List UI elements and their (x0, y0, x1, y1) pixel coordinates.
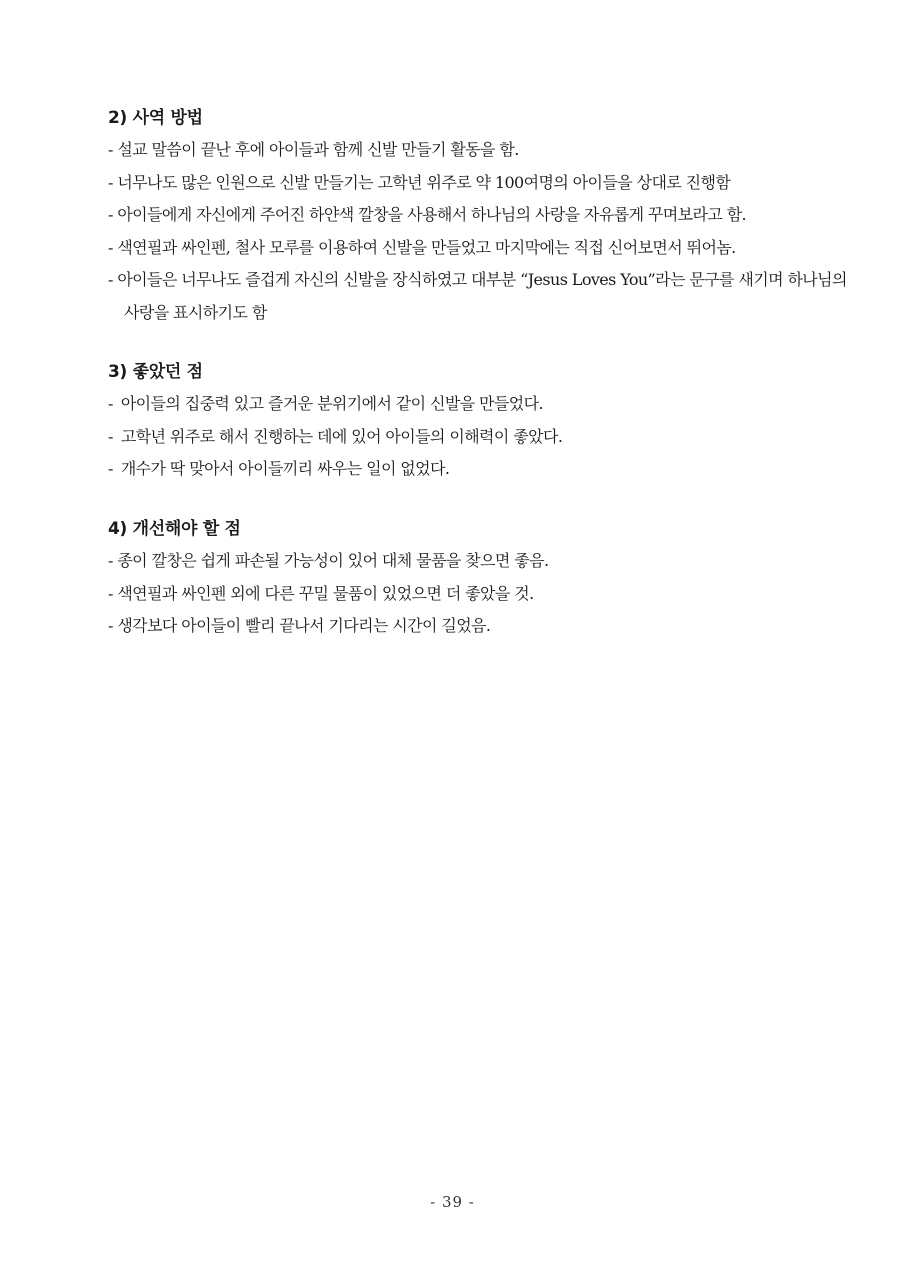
list-item-text: 개수가 딱 맞아서 아이들끼리 싸우는 일이 없었다. (120, 459, 450, 478)
list-item-text: 종이 깔창은 쉽게 파손될 가능성이 있어 대체 물품을 찾으면 좋음. (117, 551, 549, 570)
bullet-dash: - (108, 583, 113, 603)
list-item (108, 610, 848, 643)
list-item-text: 색연필과 싸인펜, 철사 모루를 이용하여 신발을 만들었고 마지막에는 직접 신어보면서 뛰어놈. (117, 237, 736, 257)
list-item (108, 199, 848, 232)
bullet-dash: - (108, 394, 113, 413)
bullet-dash: - (108, 616, 113, 635)
list-item (108, 453, 848, 486)
list-item-text: 아이들은 너무나도 즐겁게 자신의 신발을 장식하였고 대부분 “Jesus Loves You”라는 문구를 새기며 하나님의 사랑을 표시하기도 함 (117, 270, 847, 322)
list-item (108, 264, 848, 329)
list-item (108, 232, 848, 265)
list-item-text: 설교 말씀이 끝난 후에 아이들과 함께 신발 만들기 활동을 함. (117, 140, 519, 159)
list-item-text: 생각보다 아이들이 빨리 끝나서 기다리는 시간이 길었음. (117, 616, 491, 635)
list-item (108, 578, 848, 611)
section-improvements (108, 513, 848, 643)
list-item (108, 388, 848, 421)
list-item (108, 421, 848, 454)
list-item (108, 545, 848, 578)
page-number: - 39 - (430, 1193, 475, 1211)
list-item-text: 아이들에게 자신에게 주어진 하얀색 깔창을 사용해서 하나님의 사랑을 자유롭게 꾸며보라고 함. (117, 205, 747, 224)
list-item-text: 색연필과 싸인펜 외에 다른 꾸밀 물품이 있었으면 더 좋았을 것. (117, 583, 534, 603)
bullet-dash: - (108, 426, 113, 446)
list-item-text: 고학년 위주로 해서 진행하는 데에 있어 아이들의 이해력이 좋았다. (120, 426, 563, 446)
list-item (108, 167, 848, 200)
bullet-dash: - (108, 459, 113, 478)
bullet-dash: - (108, 140, 113, 159)
bullet-list (108, 134, 848, 329)
bullet-dash: - (108, 551, 113, 570)
bullet-dash: - (108, 172, 113, 192)
bullet-list (108, 545, 848, 643)
bullet-dash: - (108, 237, 113, 257)
section-good-points (108, 356, 848, 486)
section-heading: 3) 좋았던 점 (108, 362, 203, 382)
bullet-dash: - (108, 270, 113, 289)
bullet-list (108, 388, 848, 486)
list-item-text: 너무나도 많은 인원으로 신발 만들기는 고학년 위주로 약 100여명의 아이들을 상대로 진행함 (117, 172, 731, 192)
list-item (108, 134, 848, 167)
section-heading: 2) 사역 방법 (108, 108, 203, 128)
list-item-text: 아이들의 집중력 있고 즐거운 분위기에서 같이 신발을 만들었다. (120, 394, 543, 413)
section-heading: 4) 개선해야 할 점 (108, 519, 241, 539)
section-ministry-method (108, 102, 848, 329)
bullet-dash: - (108, 205, 113, 224)
